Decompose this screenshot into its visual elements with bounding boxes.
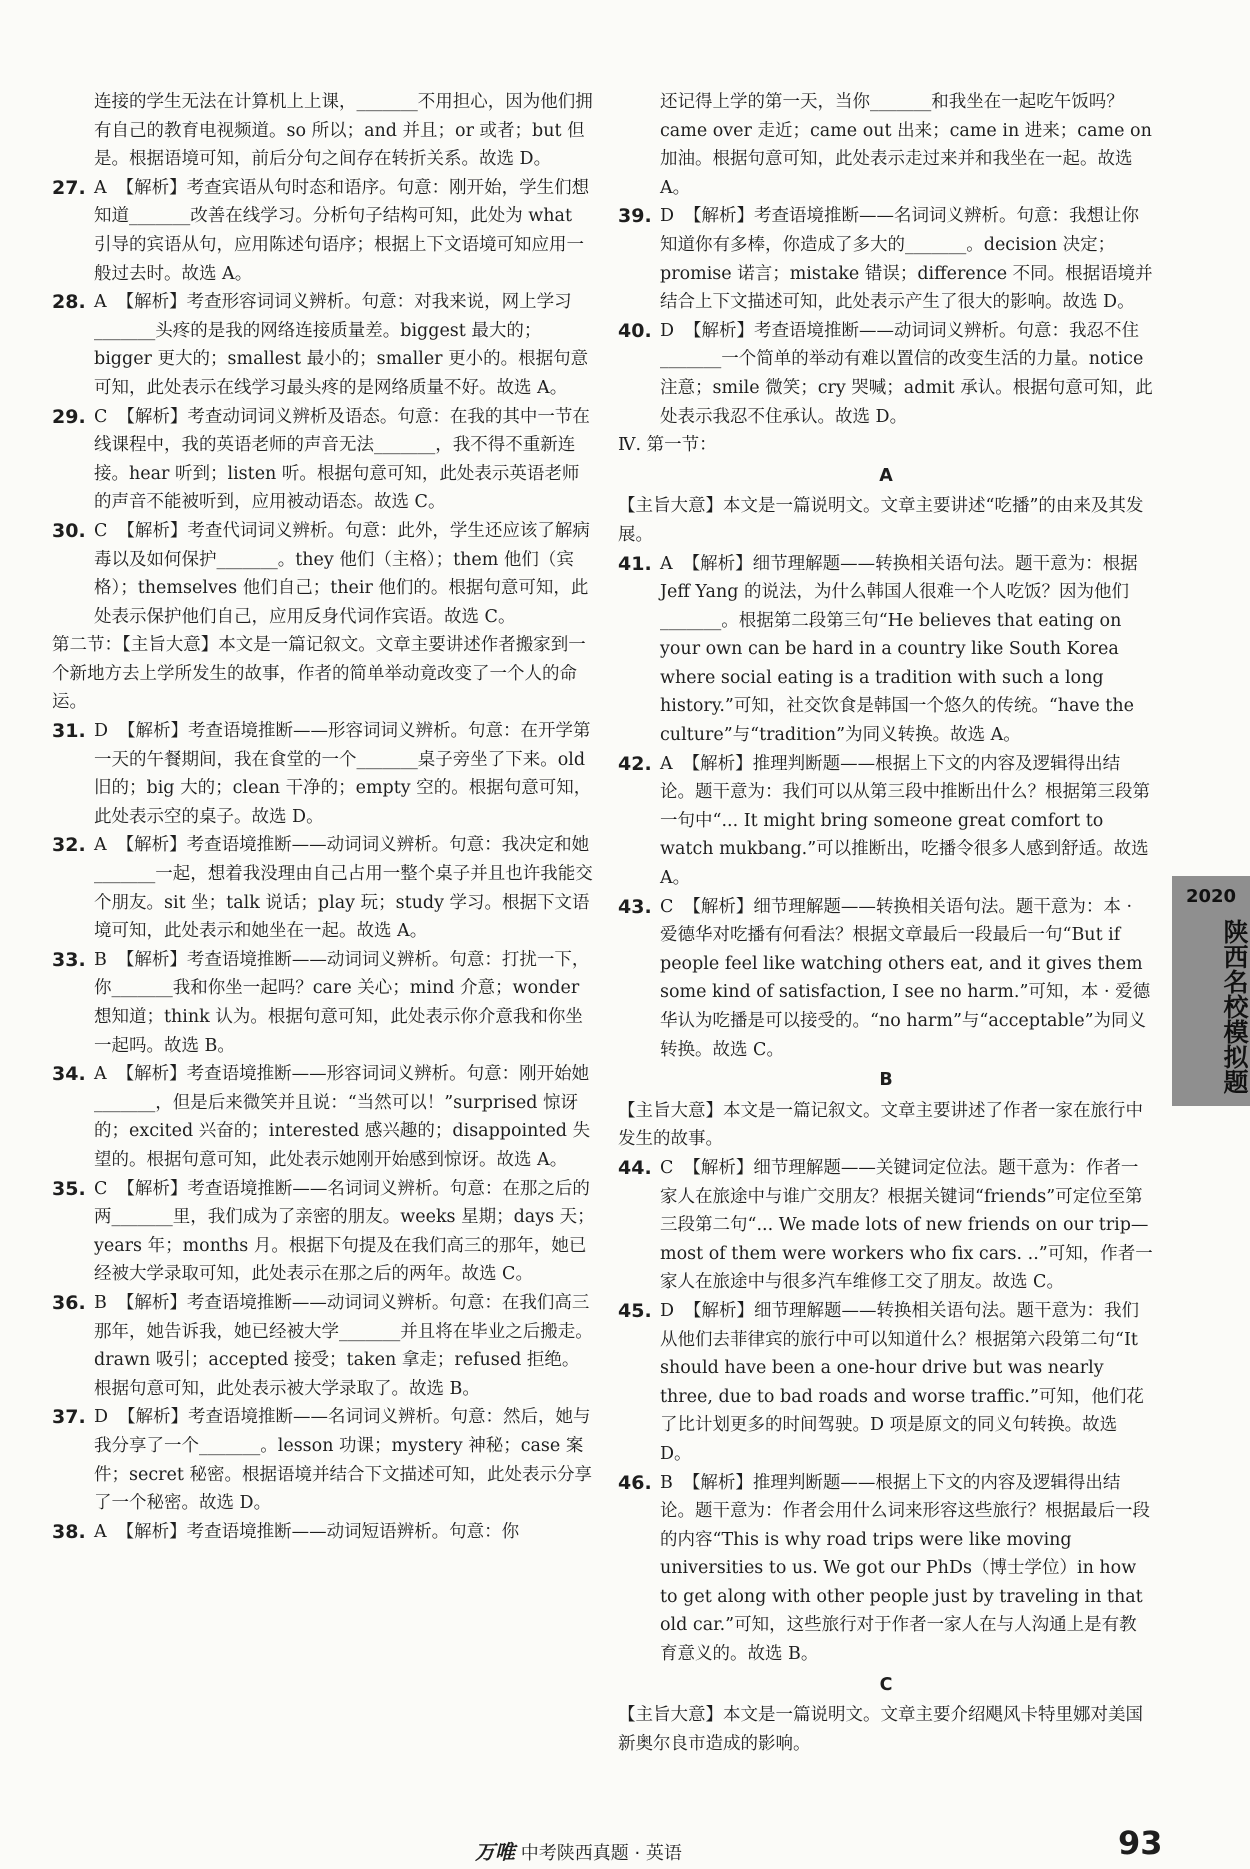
item-number: 27. <box>52 176 86 199</box>
answer-item <box>618 550 1154 750</box>
answer-item <box>52 1175 595 1289</box>
item-answer: A <box>94 292 107 313</box>
item-number: 31. <box>52 720 86 743</box>
item-answer: D <box>660 320 675 341</box>
item-answer: C <box>660 896 674 917</box>
passage-letter-c: C <box>879 1674 893 1695</box>
section-4-heading: Ⅳ. 第一节： <box>618 435 717 456</box>
item-explanation: 【解析】考查语境推断——名词词义辨析。句意：我想让你知道你有多棒，你造成了多大的_______。decision 决定；promise 诺言；mistake 错误；difference 不同。根据语境并结合上下文描述可知，此处表示产生了很大的影响。故选 D。 <box>660 206 1153 313</box>
item-number: 38. <box>52 1520 86 1543</box>
passage-letter-b: B <box>879 1070 893 1091</box>
item-answer: A <box>660 553 673 574</box>
item-explanation: 【解析】细节理解题——关键词定位法。题干意为：作者一家人在旅途中与谁广交朋友？根据关键词“friends”可定位至第三段第二句“... We made lots of new friends on our trip—most of them were workers who fix cars. ..”可知，作者一家人在旅途中与很多汽车维修工交了朋友。故选 C。 <box>660 1157 1153 1293</box>
item-explanation: 【解析】推理判断题——根据上下文的内容及逻辑得出结论。题干意为：作者会用什么词来形容这些旅行？根据最后一段的内容“This is why road trips were like moving universities to us. We got our PhDs（博士学位）in how to get along with other people just by traveling in that old car.”可知，这些旅行对于作者一家人在与人沟通上是有教育意义的。故选 B。 <box>660 1472 1150 1665</box>
item-number: 41. <box>618 552 652 575</box>
item-explanation: 【解析】推理判断题——根据上下文的内容及逻辑得出结论。题干意为：我们可以从第三段中推断出什么？根据第三段第一句中“... It might bring someone great comfort to watch mukbang.”可以推断出，吃播令很多人感到舒适。故选 A。 <box>660 753 1150 889</box>
item-number: 28. <box>52 291 86 314</box>
item-answer: D <box>660 206 675 227</box>
item-number: 45. <box>618 1299 652 1322</box>
right-column <box>618 88 1154 1758</box>
item-number: 43. <box>618 895 652 918</box>
item-explanation: 【解析】考查语境推断——动词词义辨析。句意：在我们高三那年，她告诉我，她已经被大学_______并且将在毕业之后搬走。drawn 吸引；accepted 接受；taken 拿走；refused 拒绝。根据句意可知，此处表示被大学录取了。故选 B。 <box>94 1292 593 1399</box>
brand-logo: 万唯 <box>475 1840 515 1864</box>
footer-brand <box>475 1836 682 1865</box>
item-number: 39. <box>618 205 652 228</box>
item-number: 30. <box>52 519 86 542</box>
answer-item <box>52 831 595 945</box>
item-explanation: 【解析】考查语境推断——形容词词义辨析。句意：刚开始她_______，但是后来微笑并且说：“当然可以！”surprised 惊讶的；excited 兴奋的；interested 感兴趣的；disappointed 失望的。根据句意可知，此处表示她刚开始感到惊讶。故选 A。 <box>94 1064 591 1170</box>
item-answer: A <box>94 835 107 856</box>
side-tab-label: 陕西名校模拟题 <box>1220 919 1249 1094</box>
item-number: 36. <box>52 1291 86 1314</box>
item-answer: D <box>94 1407 109 1428</box>
answer-item <box>618 893 1154 1065</box>
answer-item <box>52 288 595 402</box>
item-answer: A <box>660 753 673 774</box>
item-explanation: 【解析】考查代词词义辨析。句意：此外，学生还应该了解病毒以及如何保护_______。they 他们（主格）；them 他们（宾格）；themselves 他们自己；their 他们的。根据句意可知，此处表示保护他们自己，应用反身代词作宾语。故选 C。 <box>94 520 590 627</box>
answer-item <box>618 1154 1154 1297</box>
main-idea-b: 【主旨大意】本文是一篇记叙文。文章主要讲述了作者一家在旅行中发生的故事。 <box>618 1100 1143 1150</box>
item-explanation: 【解析】考查语境推断——动词短语辨析。句意：你 <box>116 1521 520 1542</box>
item-answer: C <box>94 520 108 541</box>
side-tab <box>1172 876 1250 1106</box>
item-explanation: 【解析】考查语境推断——形容词词义辨析。句意：在开学第一天的午餐期间，我在食堂的一个_______桌子旁坐了下来。old 旧的；big 大的；clean 干净的；empty 空的。根据句意可知，此处表示空的桌子。故选 D。 <box>94 721 592 827</box>
item-answer: A <box>94 1064 107 1085</box>
item-answer: D <box>94 721 109 742</box>
right-intro-text: 还记得上学的第一天，当你_______和我坐在一起吃午饭吗？came over 走近；came out 出来；came in 进来；came on 加油。根据句意可知，此处表示走过来并和我坐在一起。故选 A。 <box>660 92 1152 198</box>
main-idea-c: 【主旨大意】本文是一篇说明文。文章主要介绍飓风卡特里娜对美国新奥尔良市造成的影响。 <box>618 1705 1143 1754</box>
answer-item <box>618 202 1154 316</box>
item-answer: B <box>94 949 107 970</box>
item-number: 42. <box>618 752 652 775</box>
item-answer: A <box>94 177 107 198</box>
answer-item <box>618 750 1154 893</box>
item-number: 46. <box>618 1471 652 1494</box>
answer-item <box>52 717 595 831</box>
answer-item <box>52 1403 595 1517</box>
item-answer: B <box>94 1292 107 1313</box>
item-explanation: 【解析】考查语境推断——动词词义辨析。句意：打扰一下，你_______我和你坐一起吗？care 关心；mind 介意；wonder 想知道；think 认为。根据句意可知，此处表示你介意我和你坐一起吗。故选 B。 <box>94 949 590 1056</box>
item-answer: C <box>660 1157 674 1178</box>
item-number: 40. <box>618 319 652 342</box>
answer-item <box>618 317 1154 431</box>
answer-item <box>52 517 595 631</box>
item-number: 33. <box>52 948 86 971</box>
item-number: 37. <box>52 1406 86 1429</box>
answer-item <box>52 174 595 288</box>
item-explanation: 【解析】细节理解题——转换相关语句法。题干意为：根据 Jeff Yang 的说法，为什么韩国人很难一个人吃饭？因为他们_______。根据第二段第三句“He believes that eating on your own can be hard in a country like South Korea where social eating is a tradition with such a long history.”可知，社交饮食是韩国一个悠久的传统。“have the culture”与“tradition”为同义转换。故选 A。 <box>660 553 1138 746</box>
item-explanation: 【解析】细节理解题——转换相关语句法。题干意为：我们从他们去菲律宾的旅行中可以知道什么？根据第六段第二句“It should have been a one-hour drive but was nearly three, due to bad roads and worse traffic.”可知，他们花了比计划更多的时间驾驶。D 项是原文的同义句转换。故选 D。 <box>660 1300 1144 1464</box>
item-number: 29. <box>52 405 86 428</box>
item-answer: C <box>94 1178 108 1199</box>
answer-item <box>52 1060 595 1174</box>
item-answer: B <box>660 1472 673 1493</box>
item-explanation: 【解析】考查语境推断——名词词义辨析。句意：在那之后的两_______里，我们成为了亲密的朋友。weeks 星期；days 天；years 年；months 月。根据下句提及在我们高三的那年，她已经被大学录取可知，此处表示在那之后的两年。故选 C。 <box>94 1178 595 1285</box>
section-2-main-idea: 第二节：【主旨大意】本文是一篇记叙文。文章主要讲述作者搬家到一个新地方去上学所发生的故事，作者的简单举动竟改变了一个人的命运。 <box>52 635 586 713</box>
item-explanation: 【解析】考查语境推断——动词词义辨析。句意：我决定和她_______一起，想着我没理由自己占用一整个桌子并且也许我能交个朋友。sit 坐；talk 说话；play 玩；study 学习。根据下文语境可知，此处表示和她坐在一起。故选 A。 <box>94 835 593 942</box>
item-explanation: 【解析】考查语境推断——名词词义辨析。句意：然后，她与我分享了一个_______。lesson 功课；mystery 神秘；case 案件；secret 秘密。根据语境并结合下文描述可知，此处表示分享了一个秘密。故选 D。 <box>94 1407 592 1514</box>
answer-item <box>52 1518 595 1547</box>
passage-letter-a: A <box>879 465 893 486</box>
item-explanation: 【解析】考查宾语从句时态和语序。句意：刚开始，学生们想知道_______改善在线学习。分析句子结构可知，此处为 what 引导的宾语从句，应用陈述句语序；根据上下文语境可知应用一般过去时。故选 A。 <box>94 177 590 284</box>
item-number: 34. <box>52 1063 86 1086</box>
answer-item <box>618 1297 1154 1469</box>
page-footer <box>0 1824 1250 1866</box>
item-answer: A <box>94 1521 107 1542</box>
answer-item <box>618 1469 1154 1669</box>
side-tab-year: 2020 <box>1185 886 1237 907</box>
answer-item <box>52 403 595 517</box>
item-number: 32. <box>52 834 86 857</box>
item-number: 35. <box>52 1177 86 1200</box>
item-explanation: 【解析】细节理解题——转换相关语句法。题干意为：本 · 爱德华对吃播有何看法？根据文章最后一段最后一句“But if people feel like watching others eat, and it gives them some kind of satisfaction, I see no harm.”可知，本 · 爱德华认为吃播是可以接受的。“no harm”与“acceptable”为同义转换。故选 C。 <box>660 896 1151 1060</box>
left-column <box>52 88 595 1546</box>
item-number: 44. <box>618 1156 652 1179</box>
page-number: 93 <box>1118 1824 1163 1862</box>
main-idea-a: 【主旨大意】本文是一篇说明文。文章主要讲述“吃播”的由来及其发展。 <box>618 496 1144 545</box>
item-explanation: 【解析】考查语境推断——动词词义辨析。句意：我忍不住_______一个简单的举动有难以置信的改变生活的力量。notice 注意；smile 微笑；cry 哭喊；admit 承认。根据句意可知，此处表示我忍不住承认。故选 D。 <box>660 320 1153 427</box>
item-answer: D <box>660 1300 675 1321</box>
item-answer: C <box>94 406 108 427</box>
answer-item <box>52 1289 595 1403</box>
left-intro-text: 连接的学生无法在计算机上上课，_______不用担心，因为他们拥有自己的教育电视频道。so 所以；and 并且；or 或者；but 但是。根据语境可知，前后分句之间存在转折关系。故选 D。 <box>94 92 593 170</box>
answer-item <box>52 946 595 1060</box>
item-explanation: 【解析】考查动词词义辨析及语态。句意：在我的其中一节在线课程中，我的英语老师的声音无法_______，我不得不重新连接。hear 听到；listen 听。根据句意可知，此处表示英语老师的声音不能被听到，应用被动语态。故选 C。 <box>94 406 590 513</box>
item-explanation: 【解析】考查形容词词义辨析。句意：对我来说，网上学习_______头疼的是我的网络连接质量差。biggest 最大的；bigger 更大的；smallest 最小的；smaller 更小的。根据句意可知，此处表示在线学习最头疼的是网络质量不好。故选 A。 <box>94 292 589 398</box>
footer-title: 中考陕西真题 · 英语 <box>520 1843 682 1864</box>
